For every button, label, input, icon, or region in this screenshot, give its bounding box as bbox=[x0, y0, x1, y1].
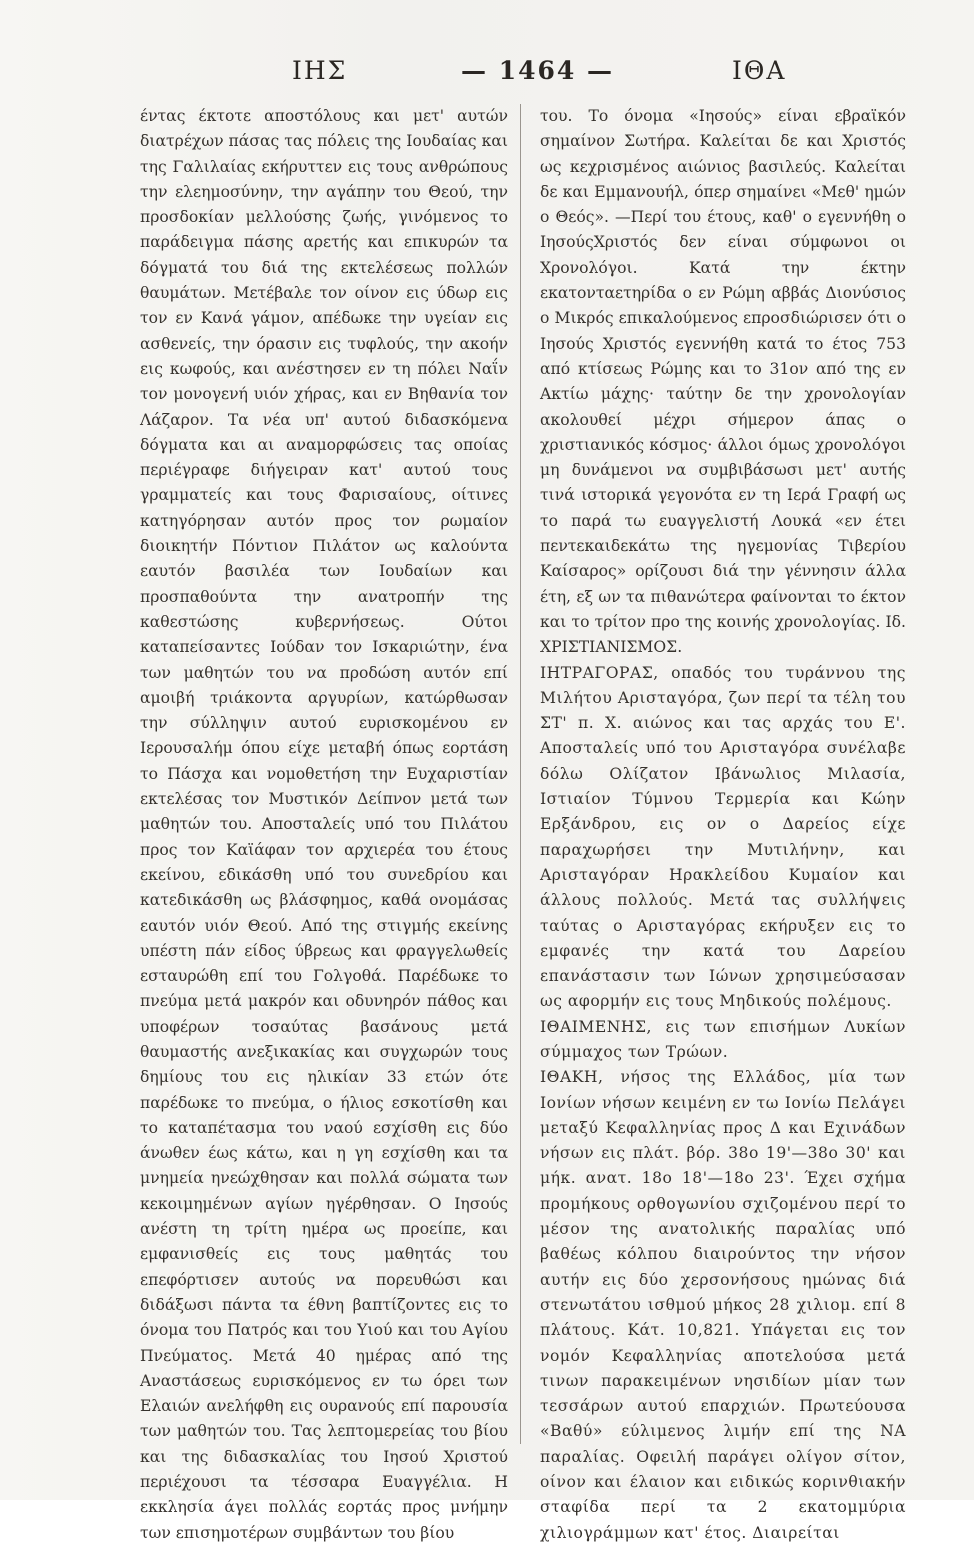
entry-ithaki: ΙΘΑΚΗ, νήσος της Ελλάδος, μία των Ιονίων νήσων κειμένη εν τω Ιονίω Πελάγει μεταξύ Κεφαλληνίας προς Δ και Εχινάδων νήσων εις πλάτ. βόρ. 38ο 19'—38ο 30' και μήκ. ανατ. 18ο 18'—18ο 23'. Έχει σχήμα προμήκους ορθογωνίου σχιζομένου περί το μέσον της ανατολικής παραλίας υπό βαθέως κόλπου διαιρούντος την νήσον αυτήν εις δύο χερσονήσους ημώνας διά στενωτάτου ισθμού μήκος 28 χιλιομ. επί 8 πλάτους. Κάτ. 10,821. Υπάγεται εις τον νομόν Κεφαλληνίας αποτελούσα μετά τινων παρακειμένων νησιδίων μίαν των τεσσάρων αυτού επαρχιών. Πρωτεύουσα «Βαθύ» εύλιμενος λιμήν επί της ΝΑ παραλίας. Οφειλή παράγει ολίγον σίτον, οίνον και έλαιον και ειδικώς κορινθιακήν σταφίδα περί τα 2 εκατομμύρια χιλιογράμμων κατ' έτος. Διαιρείται bbox=[540, 1068, 906, 1542]
right-column bbox=[540, 104, 906, 1546]
running-header bbox=[0, 56, 974, 100]
right-paragraph-iesous-cont: του. Το όνομα «Ιησούς» είναι εβραϊκόν σημαίνον Σωτήρα. Καλείται δε και Χριστός ως κεχρισμένος αιώνιος βασιλεύς. Καλείται δε και Εμμανουήλ, όπερ σημαίνει «Μεθ' ημών ο Θεός». —Περί του έτους, καθ' ο εγεννήθη ο ΙησούςΧριστός δεν είναι σύμφωνοι οι Χρονολόγοι. Κατά την έκτην εκατονταετηρίδα ο εν Ρώμη αββάς Διονύσιος ο Μικρός επικαλούμενος επροσδιώρισεν ότι ο Ιησούς Χριστός εγεννήθη κατά το έτος 753 από κτίσεως Ρώμης και το 31ον από της εν Ακτίω μάχης· ταύτην δε την χρονολογίαν ακολουθεί μέχρι σήμερον άπας ο χριστιανικός κόσμος· άλλοι όμως χρονολόγοι μη δυνάμενοι να συμβιβάσωσι μετ' αυτής τινά ιστορικά γεγονότα εν τη Ιερά Γραφή ως το παρά τω ευαγγελιστή Λουκά «εν έτει πεντεκαιδεκάτω της ηγεμονίας Τιβερίου Καίσαρος» ορίζουσι διά την γέννησιν άλλα έτη, εξ ων τα πιθανώτερα φαίνονται το έκτον και το τρίτον προ της κοινής χρονολογίας. Ιδ. ΧΡΙΣΤΙΑΝΙΣΜΟΣ. bbox=[540, 107, 906, 657]
header-left-guide-word: ΙΗΣ bbox=[292, 56, 348, 85]
left-paragraph: έντας έκτοτε αποστόλους και μετ' αυτών διατρέχων πάσας τας πόλεις της Ιουδαίας και της Γαλιλαίας εκήρυττεν εις τους ανθρώπους την ελεημοσύνην, την αγάπην του Θεού, την προσδοκίαν μελλούσης ζωής, γινόμενος το παράδειγμα πάσης αρετής και επικυρών τα δόγματά του διά της εκτελέσεως πολλών θαυμάτων. Μετέβαλε τον οίνον εις ύδωρ εις τον εν Κανά γάμον, απέδωκε την υγείαν εις ασθενείς, την όρασιν εις τυφλούς, την ακοήν εις κωφούς, και ανέστησεν εν τη πόλει Ναΐν τον μονογενή υιόν χήρας, και εν Βηθανία τον Λάζαρον. Τα νέα υπ' αυτού διδασκόμενα δόγματα και αι αναμορφώσεις τας οποίας περιέγραφε διήγειραν κατ' αυτού τους γραμματείς και τους Φαρισαίους, οίτινες κατηγόρησαν αυτόν προς τον ρωμαίον διοικητήν Πόντιον Πιλάτον ως καλούντα εαυτόν βασιλέα των Ιουδαίων και προσπαθούντα την ανατροπήν της καθεστώσης κυβερνήσεως. Ούτοι καταπείσαντες Ιούδαν τον Ισκαριώτην, ένα των μαθητών του να προδώση αυτόν επί αμοιβή τριάκοντα αργυρίων, κατώρθωσαν την σύλληψιν αυτού ευρισκομένου εν Ιερουσαλήμ όπου είχε μεταβή όπως εορτάση το Πάσχα και νομοθετήση την Ευχαριστίαν εκτελέσας τον Μυστικόν Δείπνον μετά των μαθητών του. Αποσταλείς υπό του Πιλάτου προς τον Καϊάφαν τον αρχιερέα του έτους εκείνου, εδικάσθη υπό του συνεδρίου και κατεδικάσθη ως βλάσφημος, καθά ονομάσας εαυτόν υιόν Θεού. Από της στιγμής εκείνης υπέστη πάν είδος ύβρεως και φραγγελωθείς εσταυρώθη επί του Γολγοθά. Παρέδωκε το πνεύμα μετά μακρόν και οδυνηρόν πάθος και υποφέρων τοσαύτας βασάνους μετά θαυμαστής ανεξικακίας και συγχωρών τους δημίους του εις ηλικίαν 33 ετών ότε παρέδωκε το πνεύμα, ο ήλιος εσκοτίσθη και το καταπέτασμα του ναού εσχίσθη εις δύο άνωθεν έως κάτω, και η γη εσχίσθη και τα μνημεία ηνεώχθησαν και πολλά σώματα των κεκοιμημένων αγίων ηγέρθησαν. Ο Ιησούς ανέστη τη τρίτη ημέρα ως προείπε, και εμφανισθείς εις τους μαθητάς του επεφόρτισεν αυτούς να πορευθώσι και διδάξωσι πάντα τα έθνη βαπτίζοντες εις το όνομα του Πατρός και του Υιού και του Αγίου Πνεύματος. Μετά 40 ημέρας από της Αναστάσεως ευρισκόμενος εν τω όρει των Ελαιών ανελήφθη εις ουρανούς επί παρουσία των μαθητών του. Τας λεπτομερείας του βίου και της διδασκαλίας του Ιησού Χριστού περιέχουσι τα τέσσαρα Ευαγγέλια. Η εκκλησία άγει πολλάς εορτάς προς μνήμην των επισημοτέρων συμβάντων του βίου bbox=[140, 107, 508, 1542]
entry-ithaimenes: ΙΘΑΙΜΕΝΗΣ, εις των επισήμων Λυκίων σύμμαχος των Τρώων. bbox=[540, 1017, 906, 1061]
page-number: — 1464 — bbox=[461, 56, 614, 85]
left-column bbox=[140, 104, 508, 1546]
entry-ietragoras: ΙΗΤΡΑΓΟΡΑΣ, οπαδός του τυράννου της Μιλήτου Αρισταγόρα, ζων περί τα τέλη του ΣΤ' π. Χ. αιώνος και τας αρχάς του Ε'. Αποσταλείς υπό του Αρισταγόρα συνέλαβε δόλω Ολίζατον Ιβάνωλιος Μιλασία, Ιστιαίον Τύμνου Τερμερία και Κώην Ερξάνδρου, εις ον ο Δαρείος είχε παραχωρήσει την Μυτιλήνην, και Αρισταγόραν Ηρακλείδου Κυμαίον και άλλους πολλούς. Μετά τας συλλήψεις ταύτας ο Αρισταγόρας εκήρυξεν εις το εμφανές την κατά του Δαρείου επανάστασιν των Ιώνων χρησιμεύσασαν ως αφορμήν εις τους Μηδικούς πολέμους. bbox=[540, 663, 906, 1011]
column-divider bbox=[520, 104, 521, 1444]
header-right-guide-word: ΙΘΑ bbox=[732, 56, 787, 85]
